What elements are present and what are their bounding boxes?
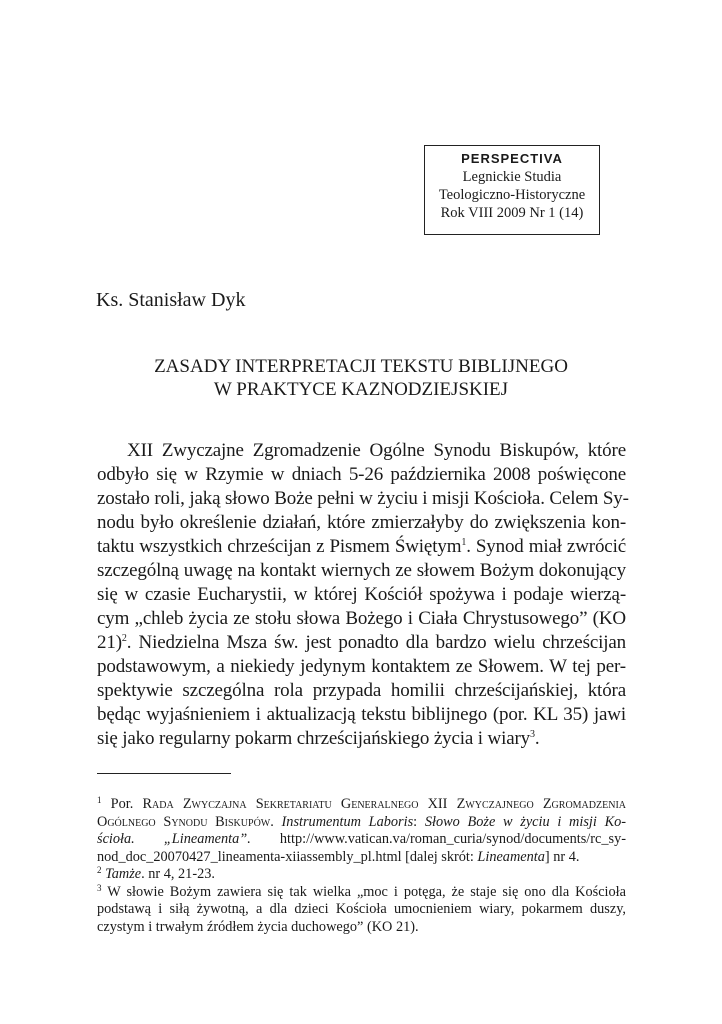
footnote-number-1: 1 xyxy=(97,795,102,805)
footnote-2-line xyxy=(97,866,626,884)
article-title xyxy=(96,355,626,401)
author-name: Ks. Stanisław Dyk xyxy=(96,289,246,311)
title-line-1: ZASADY INTERPRETACJI TEKSTU BIBLIJNEGO xyxy=(154,356,568,377)
body-line: będąc wyjaśnieniem i aktualizacją tekstu biblijnego (por. KL 35) jawi xyxy=(97,704,626,725)
footnote-3-line: czystym i trwałym źródłem życia duchowego” (KO 21). xyxy=(97,918,419,935)
journal-subtitle-2: Teologiczno-Historyczne xyxy=(438,187,586,203)
body-line xyxy=(97,535,626,559)
footnote-italic: Instrumentum Laboris xyxy=(281,813,414,830)
footnote-number-2: 2 xyxy=(97,865,102,875)
footnote-organization: Rada Zwyczajna Sekretariatu Generalnego XII Zwyczajnego Zgromadzenia xyxy=(142,796,626,812)
body-line: podstawowym, a niekiedy jedynym kontaktem ze Słowem. W tej per- xyxy=(97,656,626,677)
footnote-italic: Tamże xyxy=(105,866,142,882)
body-text-fragment: taktu wszystkich chrześcijan z Pismem Świętym xyxy=(97,536,462,557)
journal-subtitle-1: Legnickie Studia xyxy=(462,169,562,185)
journal-name: PERSPECTIVA xyxy=(461,151,563,166)
footnote-text: ] nr 4. xyxy=(544,848,580,865)
footnote-italic: Słowo Boże w życiu i misji Ko- xyxy=(424,813,627,830)
body-line: się w czasie Eucharystii, w której Kościół spożywa i podaje wierzą- xyxy=(97,584,626,605)
body-line xyxy=(97,631,626,655)
footnote-3-line xyxy=(97,884,626,902)
footnote-url[interactable]: nod_doc_20070427_lineamenta-xiiassembly_pl.html [dalej skrót: xyxy=(97,848,478,865)
body-line: spektywie szczególna rola przypada homilii chrześcijańskiej, która xyxy=(97,680,626,701)
footnote-italic: ścioła. „Lineamenta”. xyxy=(97,831,251,847)
footnote-text: W słowie Bożym zawiera się tak wielka „moc i potęga, że staje się ono dla Kościoła xyxy=(101,883,626,900)
footnote-ref-3[interactable]: 3 xyxy=(530,729,535,740)
body-paragraph xyxy=(97,439,629,751)
footnote-separator xyxy=(97,773,231,774)
footnote-text: . nr 4, 21-23. xyxy=(141,866,215,882)
footnote-organization: Ogólnego Synodu Biskupów xyxy=(97,813,271,830)
body-line xyxy=(97,727,626,751)
footnote-italic: Lineamenta xyxy=(477,848,545,865)
body-text-fragment: . Niedzielna Msza św. jest ponadto dla bardzo wielu chrześcijan xyxy=(126,632,626,653)
body-text-fragment: 21) xyxy=(97,632,122,653)
footnote-text: . xyxy=(270,813,282,830)
body-line: odbyło się w Rzymie w dniach 5-26 października 2008 poświęcone xyxy=(97,464,626,485)
footnote-1-line xyxy=(97,796,626,814)
body-text-fragment: . xyxy=(534,728,540,749)
footnote-1-line xyxy=(97,831,626,849)
journal-issue: Rok VIII 2009 Nr 1 (14) xyxy=(440,205,584,221)
footnotes xyxy=(97,796,626,936)
footnote-text: Por. xyxy=(101,796,143,812)
body-line: zostało roli, jaką słowo Boże pełni w życiu i misji Kościoła. Celem Sy- xyxy=(97,488,629,509)
body-line: szczególną uwagę na kontakt wiernych ze słowem Bożym dokonujący xyxy=(97,560,626,581)
journal-info-box xyxy=(424,145,600,235)
title-line-2: W PRAKTYCE KAZNODZIEJSKIEJ xyxy=(213,379,509,400)
footnote-number-3: 3 xyxy=(97,882,102,893)
footnote-3-line: podstawą i siłą żywotną, a dla dzieci Kościoła umocnieniem wiary, pokarmem duszy, xyxy=(97,901,626,917)
body-text-fragment: się jako regularny pokarm chrześcijańskiego życia i wiary xyxy=(97,728,531,749)
body-line: nodu było określenie działań, które zmierzałyby do zwiększenia kon- xyxy=(97,512,626,533)
footnote-text: : xyxy=(413,813,425,830)
footnote-1-line xyxy=(97,849,626,867)
footnote-1-line xyxy=(97,814,626,832)
body-text-fragment: . Synod miał zwrócić xyxy=(466,536,626,557)
body-line: cym „chleb życia ze stołu słowa Bożego i Ciała Chrystusowego” (KO xyxy=(97,608,626,629)
body-line: XII Zwyczajne Zgromadzenie Ogólne Synodu Biskupów, które xyxy=(127,440,626,461)
footnote-ref-2[interactable]: 2 xyxy=(121,633,127,644)
footnote-url[interactable]: http://www.vatican.va/roman_curia/synod/documents/rc_sy- xyxy=(250,831,626,847)
footnote-ref-1[interactable]: 1 xyxy=(461,537,467,548)
